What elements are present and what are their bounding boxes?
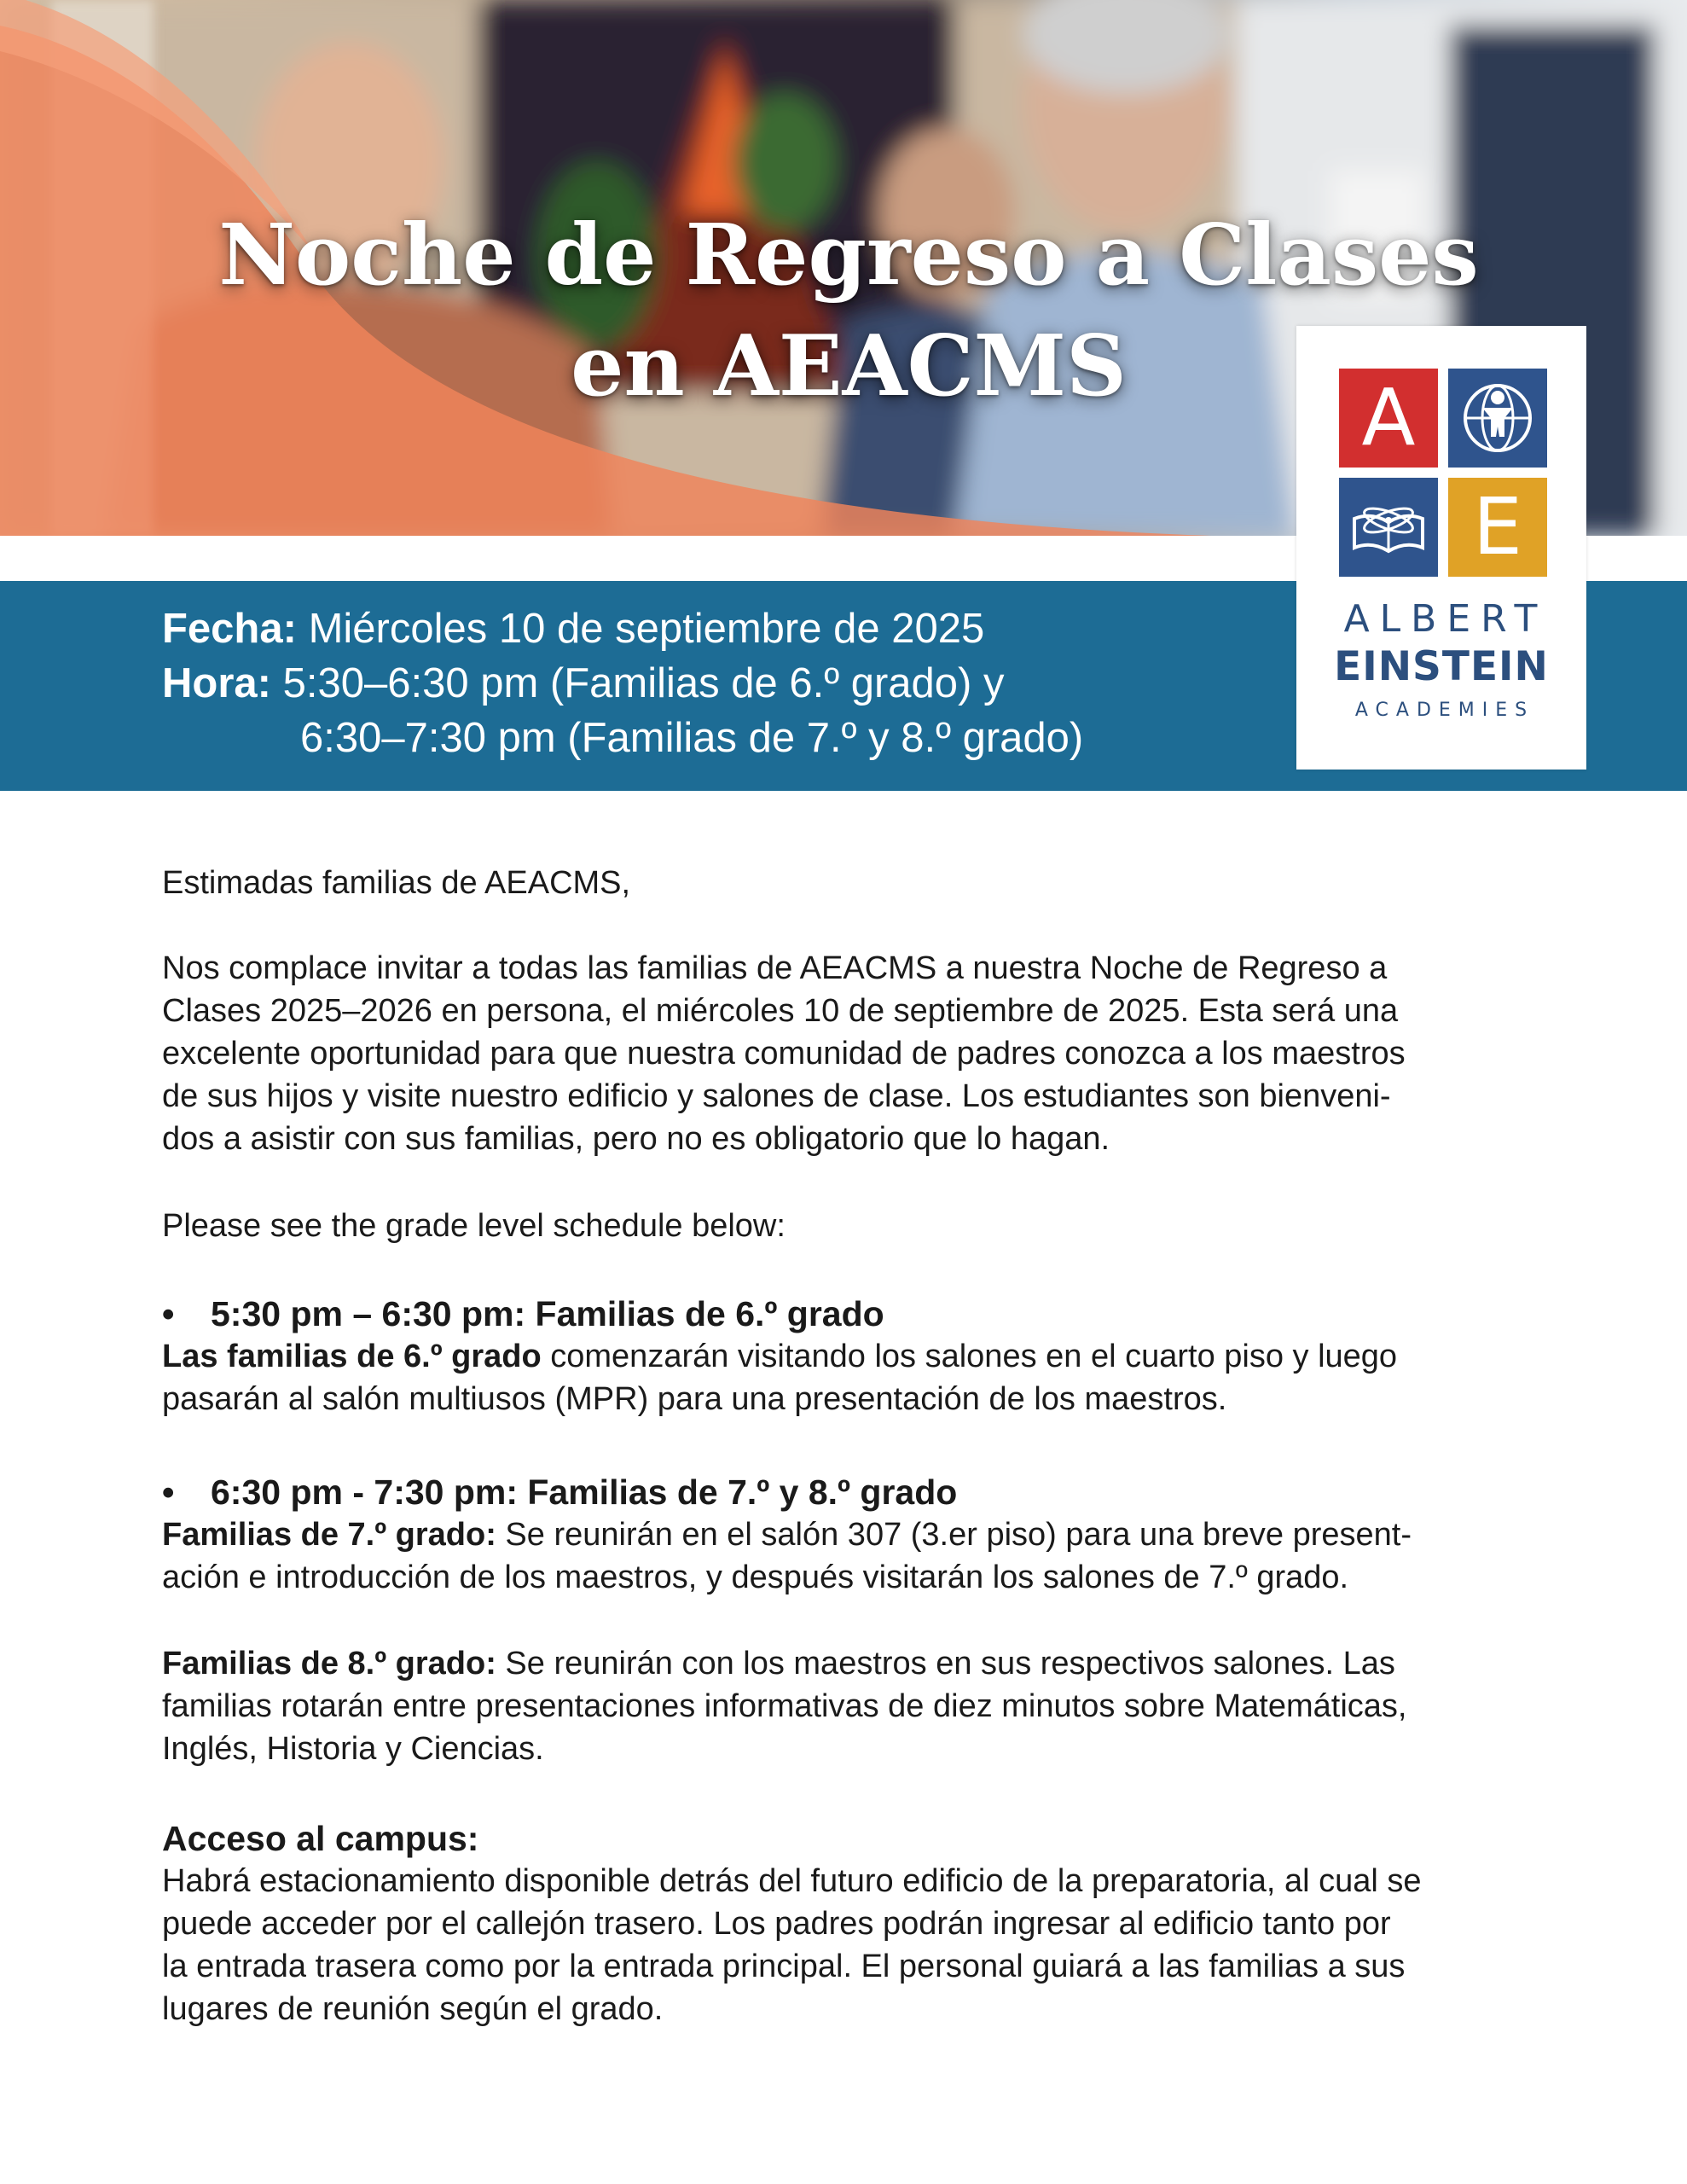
logo-tile-globe — [1448, 369, 1547, 468]
logo-letter-e: E — [1472, 481, 1523, 572]
grade-8-lead: Familias de 8.º grado: — [162, 1646, 496, 1682]
logo-tile-e — [1448, 478, 1547, 577]
session-6th-heading-text: 5:30 pm – 6:30 pm: Familias de 6.º grado — [211, 1294, 884, 1333]
campus-line: lugares de reunión según el grado. — [162, 1991, 664, 2027]
bullet-icon: • — [162, 1294, 175, 1333]
grade-7-lead: Familias de 7.º grado: — [162, 1517, 496, 1553]
campus-line: puede acceder por el callejón trasero. Los padres podrán ingresar al edificio tanto por — [162, 1906, 1391, 1942]
logo-word-einstein: EINSTEIN — [1334, 643, 1549, 690]
title-line-2: en AEACMS — [571, 317, 1127, 415]
session-7th-8th-grade — [162, 1471, 1561, 1599]
time-value-2: 6:30–7:30 pm (Familias de 7.º y 8.º grado) — [300, 715, 1084, 761]
campus-line: Habrá estacionamiento disponible detrás del futuro edificio de la preparatoria, al cual se — [162, 1863, 1422, 1899]
book-atom-icon — [1339, 478, 1438, 577]
greeting-text: Estimadas familias de AEACMS, — [162, 865, 631, 901]
session-6th-heading — [162, 1292, 1561, 1335]
time-line-2 — [300, 711, 1083, 765]
logo-word-academies: ACADEMIES — [1354, 700, 1535, 721]
logo-word-albert: ALBERT — [1343, 597, 1548, 641]
logo-tile-a — [1339, 369, 1438, 468]
intro-line: dos a asistir con sus familias, pero no es obligatorio que lo hagan. — [162, 1121, 1110, 1157]
session-6th-line-2: pasarán al salón multiusos (MPR) para una presentación de los maestros. — [162, 1381, 1227, 1417]
time-label: Hora: — [162, 660, 271, 706]
grade-7-line-2: ación e introducción de los maestros, y después visitarán los salones de 7.º grado. — [162, 1560, 1349, 1595]
greeting — [162, 862, 1561, 904]
date-label: Fecha: — [162, 606, 297, 652]
intro-line: Nos complace invitar a todas las familias de AEACMS a nuestra Noche de Regreso a — [162, 950, 1388, 986]
schedule-intro — [162, 1205, 1561, 1247]
grade-7-line-1 — [162, 1513, 1561, 1556]
session-7th-8th-heading — [162, 1471, 1561, 1513]
campus-access-heading: Acceso al campus: — [162, 1819, 479, 1858]
session-6th-line-1 — [162, 1335, 1561, 1378]
grade-8-line-2: familias rotarán entre presentaciones informativas de diez minutos sobre Matemáticas, — [162, 1688, 1407, 1724]
campus-line: la entrada trasera como por la entrada principal. El personal guiará a las familias a sus — [162, 1949, 1406, 1984]
session-6th-lead: Las familias de 6.º grado — [162, 1339, 542, 1374]
logo-tile-book — [1339, 478, 1438, 577]
bullet-icon: • — [162, 1472, 175, 1512]
date-line — [162, 601, 984, 656]
time-value-1: 5:30–6:30 pm (Familias de 6.º grado) y — [282, 660, 1005, 706]
globe-figure-icon — [1448, 369, 1547, 468]
campus-access — [162, 1817, 1561, 2030]
grade-8-line-1-rest: Se reunirán con los maestros en sus respectivos salones. Las — [496, 1646, 1395, 1682]
session-6th-grade — [162, 1292, 1561, 1420]
time-line — [162, 656, 1004, 711]
grade-8-paragraph — [162, 1642, 1561, 1770]
title-line-1: Noche de Regreso a Clases — [218, 206, 1479, 305]
session-6th-line-1-rest: comenzarán visitando los salones en el cuarto piso y luego — [541, 1339, 1398, 1374]
logo-letter-a: A — [1361, 372, 1416, 463]
grade-8-line-1 — [162, 1642, 1561, 1685]
intro-line: de sus hijos y visite nuestro edificio y salones de clase. Los estudiantes son bienveni- — [162, 1078, 1391, 1114]
grade-8-line-3: Inglés, Historia y Ciencias. — [162, 1731, 544, 1767]
intro-line: excelente oportunidad para que nuestra comunidad de padres conozca a los maestros — [162, 1036, 1406, 1072]
intro-paragraph — [162, 947, 1561, 1160]
intro-line: Clases 2025–2026 en persona, el miércoles 10 de septiembre de 2025. Esta será una — [162, 993, 1399, 1029]
grade-7-line-1-rest: Se reunirán en el salón 307 (3.er piso) para una breve present- — [496, 1517, 1412, 1553]
schedule-intro-text: Please see the grade level schedule below: — [162, 1208, 786, 1244]
session-7th-8th-heading-text: 6:30 pm - 7:30 pm: Familias de 7.º y 8.º grado — [211, 1472, 958, 1512]
albert-einstein-academies-logo — [1296, 326, 1586, 770]
date-value: Miércoles 10 de septiembre de 2025 — [308, 606, 985, 652]
